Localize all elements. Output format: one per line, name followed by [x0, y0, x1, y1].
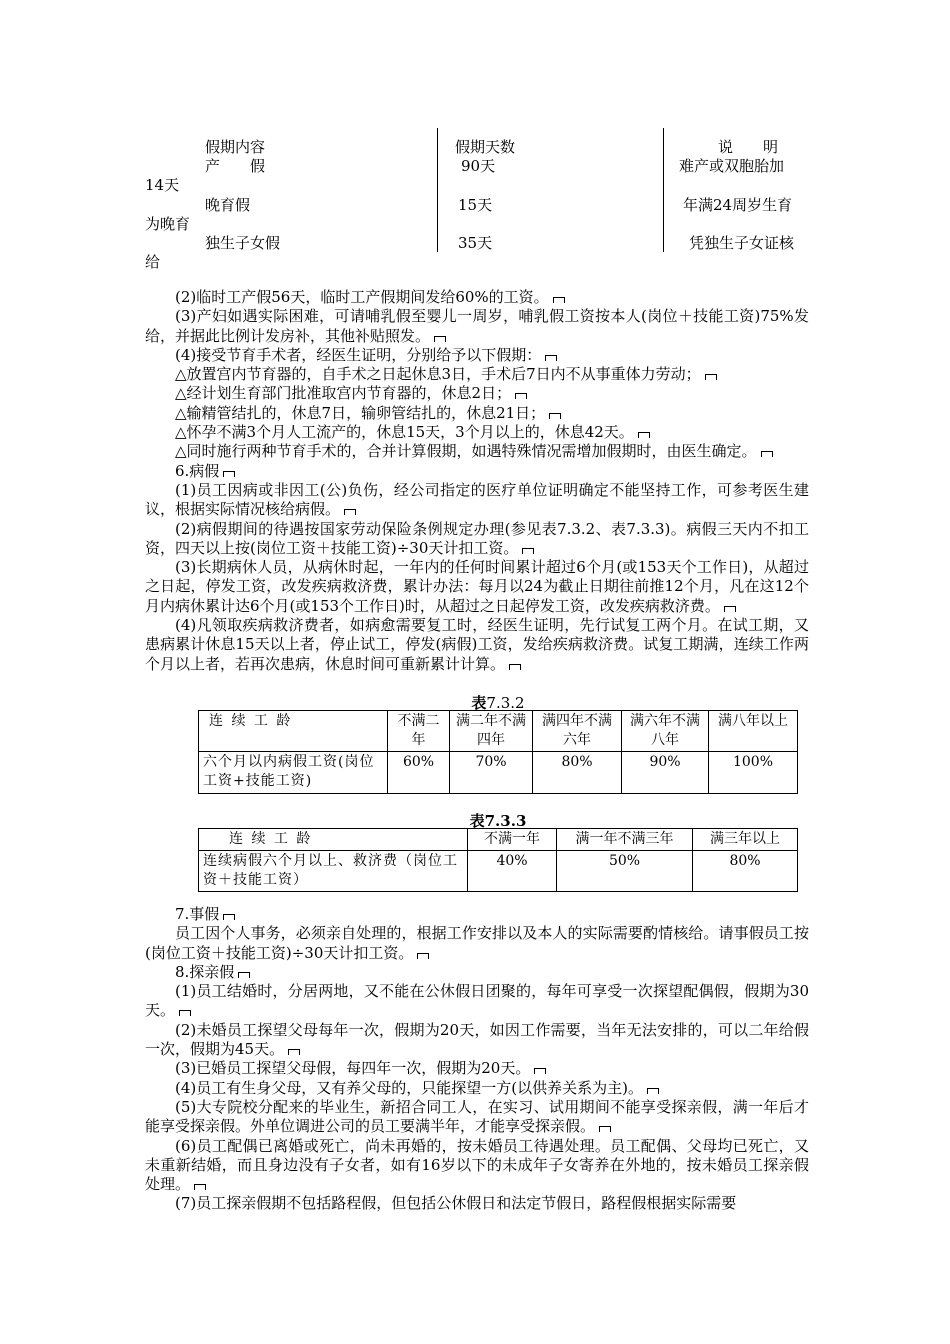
leave-note: 年满24周岁生育: [683, 196, 793, 214]
paragraph-mark-icon: [223, 471, 235, 477]
paragraph: [145, 307, 809, 346]
table-header: 连 续 工 龄: [199, 711, 388, 752]
header-note: 说 明: [718, 138, 779, 156]
paragraph: [145, 365, 809, 384]
paragraph: [145, 481, 809, 520]
paragraph: [145, 1021, 809, 1060]
table-row-label: 连续病假六个月以上、救济费（岗位工资＋技能工资）: [199, 851, 468, 892]
leave-note-wrap: 为晚育: [145, 215, 191, 233]
leave-name: 晚育假: [205, 196, 251, 214]
paragraph-text: (2)未婚员工探望父母每年一次，假期为20天，如因工作需要，当年无法安排的，可以二年给假一次，假期为45天。: [145, 1020, 809, 1059]
table-header: 满三年以上: [693, 829, 798, 851]
paragraph: [145, 982, 809, 1021]
table-cell: 40%: [468, 851, 557, 892]
leave-name: 产 假: [205, 157, 266, 175]
paragraph-mark-icon: [515, 393, 527, 399]
paragraph-mark-icon: [638, 432, 650, 438]
paragraph-mark-icon: [238, 972, 250, 978]
table-cell: 90%: [622, 752, 709, 794]
column-divider: [437, 128, 438, 252]
leave-days: 15天: [458, 196, 493, 214]
table-header: 不满一年: [468, 829, 557, 851]
header-leave-days: 假期天数: [455, 138, 516, 156]
paragraph-mark-icon: [599, 1126, 611, 1132]
paragraph-mark-icon: [724, 606, 736, 612]
table-header: 满一年不满三年: [557, 829, 693, 851]
paragraph: [145, 462, 809, 481]
section-personal-home-leave: [145, 905, 809, 1214]
leave-note-wrap: 给: [145, 253, 161, 271]
paragraph: [145, 1098, 809, 1137]
paragraph-mark-icon: [417, 953, 429, 959]
leave-name: 独生子女假: [205, 234, 281, 252]
table-row-label: 六个月以内病假工资(岗位工资+技能工资): [199, 752, 388, 794]
paragraph: [145, 1079, 809, 1098]
paragraph-mark-icon: [509, 664, 521, 670]
leave-note: 凭独生子女证核: [689, 234, 795, 252]
paragraph: [145, 288, 809, 307]
paragraph-text: (3)长期病休人员，从病休时起，一年内的任何时间累计超过6个月(或153天个工作日)，从超过之日起，停发工资，改发疾病救济费，累计办法：每月以24为截止日期往前推12个月，凡在这12个月内病休累计达6个月(或153个工作日)时，从超过之日起停发工资，改发疾病救济费。: [145, 558, 809, 615]
paragraph-text: 员工因个人事务，必须亲自处理的，根据工作安排以及本人的实际需要酌情核给。请事假员工按(岗位工资＋技能工资)÷30天计扣工资。: [145, 924, 809, 962]
paragraph: [145, 384, 809, 403]
leave-days: 90天: [461, 157, 496, 175]
table-header: 满八年以上: [709, 711, 798, 752]
column-divider: [663, 128, 664, 252]
header-leave-type: 假期内容: [205, 138, 266, 156]
table-cell: 50%: [557, 851, 693, 892]
paragraph-mark-icon: [344, 509, 356, 515]
paragraph-text: 8.探亲假: [175, 962, 235, 981]
table-cell: 60%: [388, 752, 450, 794]
paragraph-mark-icon: [545, 355, 557, 361]
caption-label: 表: [469, 812, 485, 830]
paragraph-text: (3)产妇如遇实际困难，可请哺乳假至婴儿一周岁，哺乳假工资按本人(岗位＋技能工资)75%发给，并据此比例计发房补，其他补贴照发。: [145, 307, 809, 345]
paragraph: [145, 346, 809, 365]
paragraph: [145, 404, 809, 423]
table-header: 满四年不满六年: [533, 711, 622, 752]
paragraph: [145, 963, 809, 982]
paragraph-text: △放置宫内节育器的，自手术之日起休息3日，手术后7日内不从事重体力劳动；: [175, 365, 701, 384]
table-header: 不满二年: [388, 711, 450, 752]
table-header: 满二年不满四年: [450, 711, 533, 752]
paragraph: [145, 1059, 809, 1078]
paragraph-mark-icon: [288, 1049, 300, 1055]
table-header: 连 续 工 龄: [199, 829, 468, 851]
paragraph-mark-icon: [434, 336, 446, 342]
section-maternity-sick-leave: [145, 288, 809, 674]
paragraph-text: (4)接受节育手术者，经医生证明，分别给予以下假期：: [175, 345, 542, 364]
paragraph-mark-icon: [549, 413, 561, 419]
caption-number: 7.3.3: [484, 812, 527, 830]
paragraph-text: △经计划生育部门批准取宫内节育器的，休息2日；: [175, 384, 512, 403]
paragraph-mark-icon: [522, 548, 534, 554]
paragraph-text: (1)员工因病或非因工(公)负伤，经公司指定的医疗单位证明确定不能坚持工作，可参考医生建议，根据实际情况核给病假。: [145, 480, 809, 519]
paragraph: [145, 558, 809, 616]
caption-label: 表: [471, 694, 487, 712]
paragraph: [145, 423, 809, 442]
table-cell: 70%: [450, 752, 533, 794]
paragraph-mark-icon: [223, 914, 235, 920]
paragraph-mark-icon: [553, 297, 565, 303]
table-header: 满六年不满八年: [622, 711, 709, 752]
paragraph: [145, 905, 809, 924]
paragraph-mark-icon: [705, 374, 717, 380]
paragraph-text: (1)员工结婚时，分居两地，又不能在公休假日团聚的，每年可享受一次探望配偶假，假期为30天。: [145, 982, 809, 1020]
leave-note: 难产或双胞胎加: [679, 157, 785, 175]
paragraph-text: (5)大专院校分配来的毕业生，新招合同工人，在实习、试用期间不能享受探亲假，满一年后才能享受探亲假。外单位调进公司的员工要满半年，才能享受探亲假。: [145, 1097, 809, 1136]
paragraph-text: (4)凡领取疾病救济费者，如病愈需要复工时，经医生证明，先行试复工两个月。在试工期，又患病累计休息15天以上者，停止试工，停发(病假)工资，发给疾病救济费。试复工期满，连续工作两个月以上者，若再次患病，休息时间可重新累计计算。: [145, 616, 809, 673]
paragraph-mark-icon: [194, 1184, 206, 1190]
table-7-3-3: [198, 828, 798, 892]
paragraph-mark-icon: [761, 451, 773, 457]
caption-number: 7.3.2: [486, 694, 525, 712]
paragraph-mark-icon: [534, 1068, 546, 1074]
paragraph-text: △输精管结扎的，休息7日，输卵管结扎的，休息21日；: [175, 403, 546, 422]
paragraph: [145, 616, 809, 674]
paragraph-text: (4)员工有生身父母，又有养父母的，只能探望一方(以供养关系为主)。: [175, 1078, 643, 1097]
paragraph: [145, 1137, 809, 1195]
leave-note-wrap: 14天: [145, 176, 180, 194]
paragraph-text: (3)已婚员工探望父母假，每四年一次，假期为20天。: [175, 1059, 531, 1078]
paragraph-text: 7.事假: [175, 905, 220, 923]
paragraph-text: △同时施行两种节育手术的，合并计算假期，如遇特殊情况需增加假期时，由医生确定。: [175, 442, 757, 461]
paragraph-text: △怀孕不满3个月人工流产的，休息15天，3个月以上的，休息42天。: [175, 423, 634, 442]
leave-days: 35天: [458, 234, 493, 252]
paragraph-mark-icon: [179, 1010, 191, 1016]
paragraph: [145, 1194, 809, 1213]
paragraph: [145, 442, 809, 461]
paragraph-mark-icon: [647, 1088, 659, 1094]
paragraph-text: (2)病假期间的待遇按国家劳动保险条例规定办理(参见表7.3.2、表7.3.3)。病假三天内不扣工资，四天以上按(岗位工资＋技能工资)÷30天计扣工资。: [145, 519, 809, 557]
table-cell: 100%: [709, 752, 798, 794]
paragraph-text: (6)员工配偶已离婚或死亡，尚未再婚的，按未婚员工待遇处理。员工配偶、父母均已死亡，又未重新结婚，而且身边没有子女者，如有16岁以下的未成年子女寄养在外地的，按未婚员工探亲假处理。: [145, 1136, 809, 1194]
table-cell: 80%: [533, 752, 622, 794]
paragraph-text: (2)临时工产假56天，临时工产假期间发给60%的工资。: [175, 288, 549, 306]
table-7-3-2: [198, 710, 798, 794]
table-cell: 80%: [693, 851, 798, 892]
paragraph-text: (7)员工探亲假期不包括路程假，但包括公休假日和法定节假日，路程假根据实际需要: [175, 1194, 737, 1213]
paragraph: [145, 520, 809, 559]
paragraph: [145, 924, 809, 963]
paragraph-text: 6.病假: [175, 461, 220, 480]
